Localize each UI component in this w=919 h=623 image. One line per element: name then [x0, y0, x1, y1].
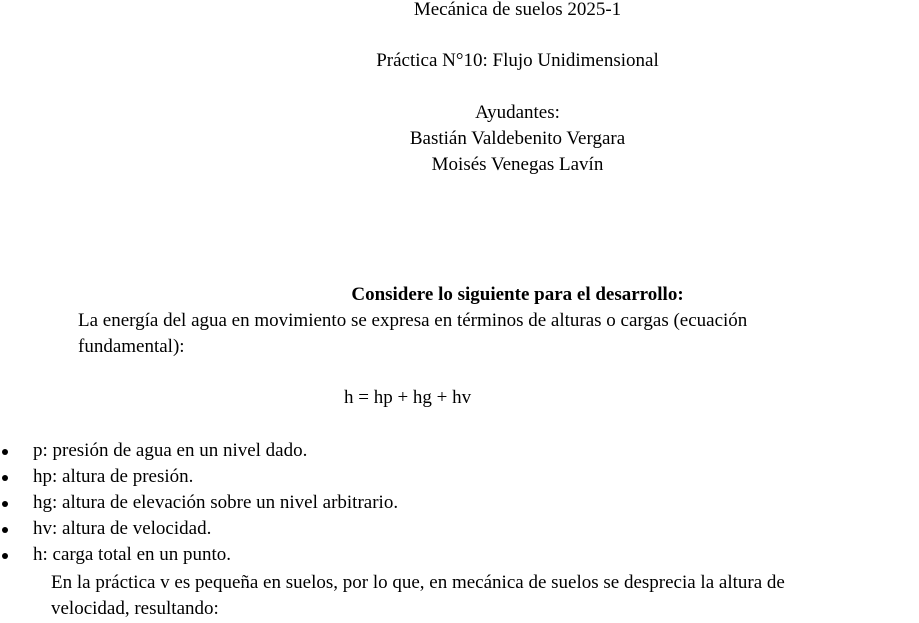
bullet-icon — [2, 475, 8, 481]
course-title: Mecánica de suelos 2025-1 — [413, 0, 622, 20]
equation: h = hp + hg + hv — [344, 387, 472, 408]
list-item-text: p: presión de agua en un nivel dado. — [33, 440, 308, 461]
bullet-icon — [2, 501, 8, 507]
note-line: En la práctica v es pequeña en suelos, por lo que, en mecánica de suelos se desprecia la altura de — [51, 572, 785, 593]
assistant-name: Moisés Venegas Lavín — [431, 154, 604, 175]
list-item-text: hp: altura de presión. — [33, 466, 194, 487]
list-item-text: hg: altura de elevación sobre un nivel arbitrario. — [33, 492, 399, 513]
list-item-text: hv: altura de velocidad. — [33, 518, 212, 539]
practice-title: Práctica N°10: Flujo Unidimensional — [376, 50, 659, 71]
assistants-label: Ayudantes: — [475, 102, 560, 123]
section-heading: Considere lo siguiente para el desarrollo: — [351, 284, 684, 305]
list-item-text: h: carga total en un punto. — [33, 544, 232, 565]
bullet-icon — [2, 449, 8, 455]
assistant-name: Bastián Valdebenito Vergara — [409, 128, 626, 149]
intro-line: fundamental): — [78, 336, 185, 357]
bullet-icon — [2, 527, 8, 533]
note-line: velocidad, resultando: — [51, 598, 219, 619]
intro-line: La energía del agua en movimiento se expresa en términos de alturas o cargas (ecuación — [78, 310, 748, 331]
bullet-icon — [2, 553, 8, 559]
